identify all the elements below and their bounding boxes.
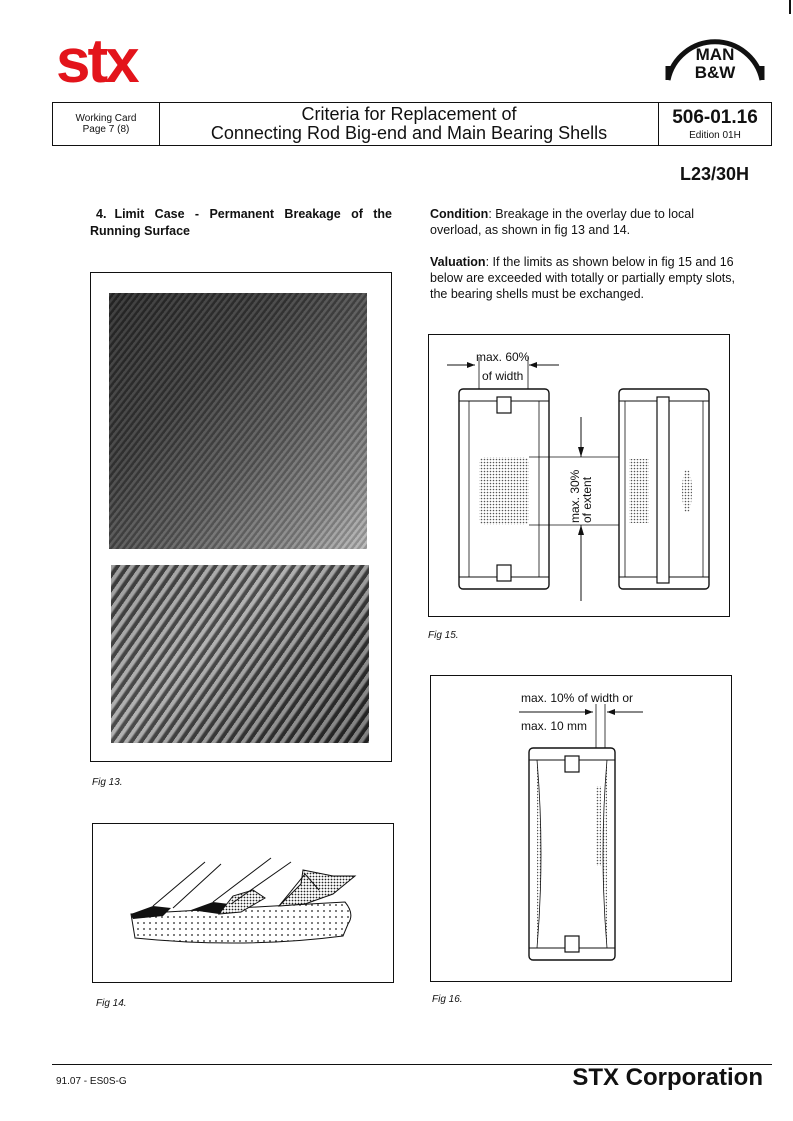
fig14-diagram-frame <box>92 823 394 983</box>
stx-logo-text: stx <box>56 36 137 88</box>
working-card-label: Working Card <box>75 113 137 124</box>
man-logo-line1: MAN <box>695 45 735 64</box>
doc-number: 506-01.16 <box>672 106 758 128</box>
valuation-label: Valuation <box>430 255 486 269</box>
bearing-surface-photo-bottom <box>111 565 369 743</box>
working-card-cell <box>53 103 160 145</box>
title-line-1: Criteria for Replacement of <box>301 104 517 124</box>
fig13-caption: Fig 13. <box>92 777 123 788</box>
edition: Edition 01H <box>689 129 741 141</box>
fig15-width-label-2: of width <box>482 369 524 383</box>
engine-model: L23/30H <box>679 164 749 184</box>
condition-text: : Breakage in the overlay due to local overload, as shown in fig 13 and 14. <box>430 207 695 237</box>
section-heading <box>90 206 392 240</box>
document-title <box>160 103 658 145</box>
fig15-extent-label-2: of extent <box>580 476 594 523</box>
man-bw-logo <box>660 22 770 84</box>
footer-corporation: STX Corporation <box>572 1064 763 1091</box>
fig15-caption: Fig 15. <box>428 630 459 641</box>
valuation-text: : If the limits as shown below in fig 15 and 16 below are exceeded with totally or partially empty slots, the bearing shells must be exchanged. <box>430 255 736 301</box>
fig15-extent-label-1: max. 30% <box>568 469 582 523</box>
fig15-width-label-1: max. 60% <box>476 350 530 364</box>
fig14-caption: Fig 14. <box>96 998 127 1009</box>
footer-code: 91.07 - ES0S-G <box>56 1076 127 1087</box>
fig13-photo-frame <box>90 272 392 762</box>
page-number: Page 7 (8) <box>82 124 130 135</box>
section-heading-text: Limit Case - Permanent Breakage of the Running Surface <box>90 207 392 238</box>
fig16-label-1: max. 10% of width or <box>521 691 634 705</box>
title-line-2: Connecting Rod Big-end and Main Bearing Shells <box>210 123 608 143</box>
man-logo-line2: B&W <box>694 63 736 82</box>
fig14-cross-section <box>93 824 393 982</box>
corner-mark <box>789 0 791 14</box>
fig16-caption: Fig 16. <box>432 994 463 1005</box>
title-block <box>52 102 772 146</box>
condition-paragraph <box>430 206 736 238</box>
section-number: 4. <box>96 207 107 221</box>
bearing-surface-photo-top <box>109 293 367 549</box>
doc-number-cell <box>658 103 771 145</box>
fig16-label-2: max. 10 mm <box>521 719 588 733</box>
fig16-diagram-frame <box>430 675 732 982</box>
condition-label: Condition <box>430 207 489 221</box>
fig16-bearing-shell-drawing <box>431 676 731 981</box>
stx-logo <box>56 36 184 88</box>
valuation-paragraph <box>430 254 736 302</box>
fig15-bearing-shell-drawing <box>429 335 729 616</box>
fig15-diagram-frame <box>428 334 730 617</box>
